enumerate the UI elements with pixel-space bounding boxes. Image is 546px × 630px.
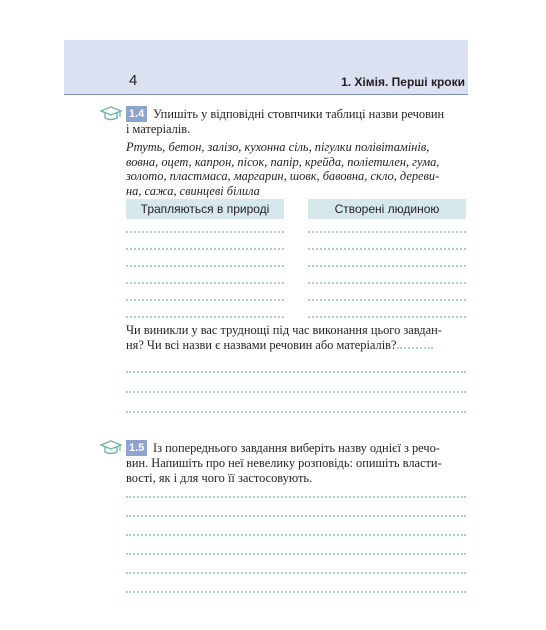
answer-line[interactable] [126,282,284,284]
header-divider [64,94,468,95]
graduation-cap-icon [100,106,122,122]
word-list-line: золото, пластмаса, маргарин, шовк, бавовна, скло, дереви- [126,169,440,183]
answer-line[interactable] [126,411,466,413]
answer-line[interactable] [126,496,466,498]
instruction-line: вин. Напишіть про неї невелику розповідь: опишіть власти- [126,456,442,470]
answer-line[interactable] [126,391,466,393]
answer-line[interactable] [126,231,284,233]
answer-line[interactable] [308,265,466,267]
answer-line[interactable] [126,515,466,517]
task-number-badge: 1.5 [126,440,147,456]
instruction-line: Упишіть у відповідні стовпчики таблиці назви речовин [153,107,445,121]
answer-line[interactable] [126,248,284,250]
answer-line[interactable] [126,591,466,593]
graduation-cap-icon [100,440,122,456]
column-header-nature: Трапляються в природі [126,199,284,219]
reflection-question [126,323,470,353]
answer-line[interactable] [126,371,466,373]
answer-line[interactable] [126,299,284,301]
instruction-line: вості, як і для чого її застосовують. [126,471,313,485]
answer-line[interactable] [126,316,284,318]
word-list [126,140,470,198]
task-instruction [126,107,470,137]
column-header-human-made: Створені людиною [308,199,466,219]
question-line: Чи виникли у вас труднощі під час виконання цього завдан- [126,323,442,337]
instruction-line: і матеріалів. [126,122,191,136]
task-number-badge: 1.4 [126,106,147,122]
answer-line[interactable] [308,282,466,284]
answer-line[interactable] [126,265,284,267]
word-list-line: на, сажа, свинцеві білила [126,183,260,198]
instruction-line: Із попереднього завдання виберіть назву однієї з речо- [153,441,440,455]
page-number: 4 [129,72,138,89]
answer-line[interactable] [126,534,466,536]
answer-line[interactable] [126,553,466,555]
answer-line-inline[interactable] [397,344,433,349]
answer-line[interactable] [308,299,466,301]
word-list-line: вовна, оцет, капрон, пісок, папір, крейда, поліетилен, гума, [126,154,440,169]
question-line: ня? Чи всі назви є назвами речовин або матеріалів? [126,338,397,352]
answer-line[interactable] [308,248,466,250]
answer-line[interactable] [126,572,466,574]
answer-line[interactable] [308,231,466,233]
chapter-title: 1. Хімія. Перші кроки [341,75,465,89]
word-list-line: Ртуть, бетон, залізо, кухонна сіль, пігулки полівітамінів, [126,140,430,154]
task-instruction [126,441,470,486]
answer-line[interactable] [308,316,466,318]
